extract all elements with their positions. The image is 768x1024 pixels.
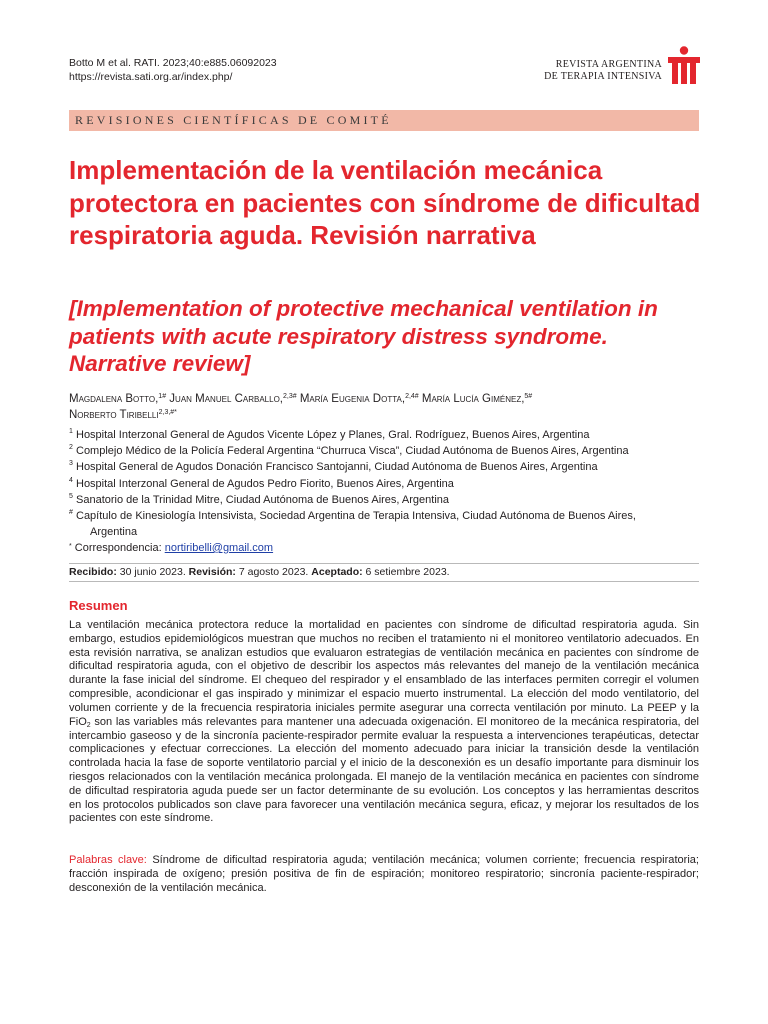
author-affiliation-mark: 2,3,#* <box>158 409 177 416</box>
abstract-body <box>69 619 699 826</box>
section-label: REVISIONES CIENTÍFICAS DE COMITÉ <box>75 113 392 127</box>
abstract-heading: Resumen <box>69 598 128 613</box>
correspondence-email-link[interactable]: nortiribelli@gmail.com <box>164 542 274 554</box>
author-affiliation-mark: 1# <box>158 393 167 400</box>
affiliation-text: Capítulo de Kinesiología Intensivista, Sociedad Argentina de Terapia Intensiva, Ciudad Autónoma de Buenos Aires, <box>76 510 636 523</box>
author-list <box>69 391 699 423</box>
article-dates <box>69 566 450 579</box>
divider <box>69 563 699 564</box>
author-name: Magdalena Botto, <box>69 393 159 405</box>
abstract-text: La ventilación mecánica protectora reduce la mortalidad en pacientes con síndrome de dificultad respiratoria aguda. Sin embargo, estudios epidemiológicos muestran que muchos no reciben el tratamiento ni el monitoreo ventilatorio adecuados. En esta revisión narrativa, se analizan estudios que evaluaron estrategias de ventilación mecánica en pacientes con síndrome de dificultad respiratoria aguda, con el objetivo de describir los aspectos más relevantes del manejo de la ventilación mecánica durante la fase inicial del síndrome. El chequeo del respirador y el ensamblado de las interfaces permiten corregir el volumen compresible, acondicionar el gas inspirado y minimizar el espacio muerto instrumental. La elección del modo ventilatorio, del volumen corriente y de la frecuencia respiratoria iniciales permite asegurar una correcta ventilación por minuto. La PEEP y la FiO <box>69 619 699 728</box>
affiliation-number: 2 <box>69 444 73 452</box>
affiliation-item <box>69 492 699 508</box>
accepted-date: 6 setiembre 2023. <box>365 566 450 578</box>
affiliation-number: 5 <box>69 492 73 500</box>
affiliation-item <box>69 427 699 443</box>
correspondence-mark: * <box>69 543 72 550</box>
affiliation-text: Sanatorio de la Trinidad Mitre, Ciudad Autónoma de Buenos Aires, Argentina <box>76 493 450 506</box>
author-affiliation-mark: 2,4# <box>405 393 419 400</box>
journal-logo-icon <box>668 46 700 84</box>
abstract-subscript: 2 <box>86 721 91 729</box>
citation-header <box>69 56 277 84</box>
keywords-text: Síndrome de dificultad respiratoria aguda; ventilación mecánica; volumen corriente; frecuencia respiratoria; fracción inspirada de oxígeno; presión positiva de fin de espiración; monitoreo respiratorio; sincronía paciente-respirador; desconexión de la ventilación mecánica. <box>69 854 699 894</box>
affiliation-item <box>69 476 699 492</box>
author-affiliation-mark: 2,3# <box>283 393 297 400</box>
affiliation-number: 3 <box>69 460 73 468</box>
affiliation-text-continued: Argentina <box>90 526 138 539</box>
author-name: Norberto Tiribelli <box>69 409 159 421</box>
correspondence <box>69 541 273 555</box>
abstract-text-continued: son las variables más relevantes para mantener una adecuada oxigenación. El monitoreo de la mecánica respiratoria, del intercambio gaseoso y de la sincronía paciente-respirador permite evaluar la respuesta a intervenciones terapéuticas, detectar complicaciones y efectuar correcciones. La elección del momento adecuado para iniciar la transición desde la ventilación controlada hacia la fase de soporte ventilatorio parcial y el inicio de la desconexión es un desafío importante para disminuir los riesgos relacionados con la ventilación mecánica prolongada. El manejo de la ventilación mecánica en pacientes con síndrome de dificultad respiratoria aguda puede ser un factor determinante de su evolución. Los conceptos y las herramientas descritos en los protocolos publicados son clave para favorecer una ventilación mecánica segura, eficaz, y mejorar los resultados de los pacientes con este síndrome. <box>69 715 699 825</box>
affiliation-item <box>69 459 699 475</box>
journal-name-line-1: REVISTA ARGENTINA <box>555 59 662 70</box>
section-band <box>69 110 699 131</box>
affiliation-number: 4 <box>69 476 73 484</box>
affiliation-number: 1 <box>69 428 73 435</box>
received-date: 30 junio 2023. <box>119 566 186 578</box>
revision-label: Revisión: <box>188 566 236 578</box>
journal-url[interactable]: https://revista.sati.org.ar/index.php/ <box>69 71 233 83</box>
affiliation-text: Hospital General de Agudos Donación Francisco Santojanni, Ciudad Autónoma de Buenos Aires, Argentina <box>76 461 598 474</box>
affiliation-list <box>69 427 699 540</box>
affiliation-number: # <box>69 509 73 517</box>
author-name: María Eugenia Dotta, <box>299 393 406 405</box>
affiliation-item <box>69 443 699 459</box>
accepted-label: Aceptado: <box>311 566 363 578</box>
author-name: Juan Manuel Carballo, <box>169 393 283 405</box>
article-title: Implementación de la ventilación mecánica protectora en pacientes con síndrome de dificultad respiratoria aguda. Revisión narrativa <box>69 155 701 250</box>
author-name: María Lucía Giménez, <box>421 393 525 405</box>
author-affiliation-mark: 5# <box>524 393 533 400</box>
keywords-label: Palabras clave: <box>69 854 147 866</box>
revision-date: 7 agosto 2023. <box>238 566 309 578</box>
journal-name-line-2: DE TERAPIA INTENSIVA <box>544 71 662 82</box>
citation-text: Botto M et al. RATI. 2023;40:e885.06092023 <box>69 57 277 69</box>
affiliation-text: Complejo Médico de la Policía Federal Argentina “Churruca Visca”, Ciudad Autónoma de Buenos Aires, Argentina <box>76 445 629 458</box>
article-subtitle-english: [Implementation of protective mechanical ventilation in patients with acute respiratory distress syndrome. Narrative review] <box>69 296 658 376</box>
correspondence-label: Correspondencia: <box>74 542 162 554</box>
affiliation-text: Hospital Interzonal General de Agudos Vicente López y Planes, Gral. Rodríguez, Buenos Aires, Argentina <box>76 429 590 441</box>
received-label: Recibido: <box>69 566 117 578</box>
affiliation-text: Hospital Interzonal General de Agudos Pedro Fiorito, Buenos Aires, Argentina <box>76 477 454 490</box>
journal-name <box>544 59 662 83</box>
keywords <box>69 854 699 896</box>
affiliation-item <box>69 508 699 540</box>
divider <box>69 581 699 582</box>
